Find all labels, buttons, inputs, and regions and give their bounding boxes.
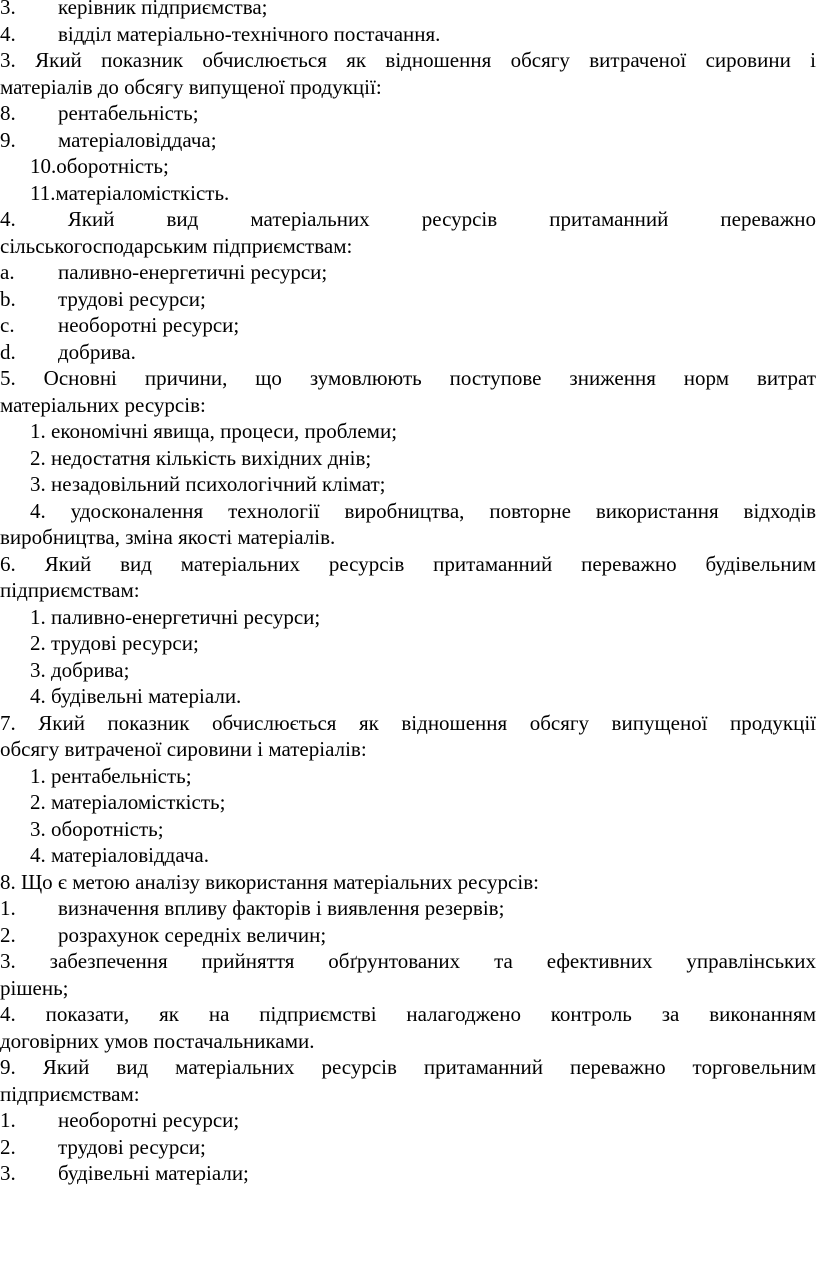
list-number: 8.: [0, 101, 16, 125]
list-item-text: необоротні ресурси;: [58, 313, 240, 337]
text-line: [0, 736, 816, 763]
list-item-text: 1. рентабельність;: [30, 763, 192, 788]
paragraph-text: обсягу витраченої сировини і матеріалів:: [0, 737, 367, 761]
text-line: [0, 869, 816, 896]
text-line: [0, 816, 816, 843]
text-line: [0, 21, 816, 48]
text-line: [0, 206, 816, 233]
text-line: [0, 1134, 816, 1161]
paragraph-text: 6. Який вид матеріальних ресурсів притаманний переважно будівельним: [0, 551, 816, 576]
list-item-text: 2. матеріаломісткість;: [30, 790, 226, 814]
list-item-text: паливно-енергетичні ресурси;: [58, 260, 328, 284]
text-line: [0, 498, 816, 525]
list-number: c.: [0, 313, 15, 337]
text-line: [0, 127, 816, 154]
list-item-text: 1. економічні явища, процеси, проблеми;: [30, 419, 398, 443]
list-item-text: 1. паливно-енергетичні ресурси;: [30, 604, 321, 629]
list-item-text: 11.матеріаломісткість.: [30, 180, 230, 205]
paragraph-text: 3. забезпечення прийняття обґрунтованих та ефективних управлінських: [0, 949, 816, 973]
text-line: [0, 1028, 816, 1055]
text-line: [0, 339, 816, 366]
list-item-text: трудові ресурси;: [58, 1134, 206, 1159]
text-line: [0, 683, 816, 710]
text-line: [0, 392, 816, 419]
paragraph-text: сільськогосподарським підприємствам:: [0, 233, 353, 258]
list-number: 1.: [0, 896, 16, 920]
text-line: [0, 153, 816, 180]
text-line: [0, 551, 816, 578]
text-line: [0, 948, 816, 975]
text-line: [0, 471, 816, 498]
text-line: [0, 180, 816, 207]
list-number: 2.: [0, 922, 16, 947]
paragraph-text: підприємствам:: [0, 578, 140, 602]
list-item-text: 2. недостатня кількість вихідних днів;: [30, 445, 372, 470]
list-item-text: необоротні ресурси;: [58, 1108, 240, 1132]
text-line: [0, 259, 816, 286]
list-number: 3.: [0, 0, 16, 19]
paragraph-text: рішень;: [0, 975, 69, 1000]
list-number: 9.: [0, 127, 16, 152]
list-number: 1.: [0, 1108, 16, 1132]
text-line: [0, 233, 816, 260]
text-line: [0, 365, 816, 392]
text-line: [0, 1054, 816, 1081]
text-line: [0, 312, 816, 339]
text-line: [0, 286, 816, 313]
text-line: [0, 0, 816, 21]
paragraph-text: договірних умов постачальниками.: [0, 1028, 315, 1053]
list-number: 3.: [0, 1161, 16, 1185]
paragraph-text: підприємствам:: [0, 1081, 140, 1106]
text-line: [0, 1081, 816, 1108]
paragraph-text: 7. Який показник обчислюється як відношення обсягу випущеної продукції: [0, 710, 816, 735]
list-item-text: відділ матеріально-технічного постачання.: [58, 21, 441, 46]
text-line: [0, 1160, 816, 1187]
paragraph-text: 4. удосконалення технології виробництва, повторне використання відходів: [30, 498, 816, 523]
list-number: b.: [0, 286, 16, 311]
text-line: [0, 524, 816, 551]
paragraph-text: 3. Який показник обчислюється як відношення обсягу витраченої сировини і: [0, 48, 816, 72]
text-line: [0, 445, 816, 472]
list-item-text: 2. трудові ресурси;: [30, 631, 199, 655]
list-item-text: 3. добрива;: [30, 657, 130, 682]
text-line: [0, 975, 816, 1002]
text-line: [0, 418, 816, 445]
paragraph-text: матеріальних ресурсів:: [0, 392, 206, 417]
paragraph-text: 9. Який вид матеріальних ресурсів притаманний переважно торговельним: [0, 1055, 816, 1079]
paragraph-text: 5. Основні причини, що зумовлюють поступове зниження норм витрат: [0, 366, 816, 390]
text-line: [0, 74, 816, 101]
list-item-text: визначення впливу факторів і виявлення резервів;: [58, 896, 505, 920]
list-item-text: рентабельність;: [58, 101, 199, 125]
text-line: [0, 1107, 816, 1134]
list-item-text: матеріаловіддача;: [58, 127, 217, 152]
paragraph-text: 4. показати, як на підприємстві налагоджено контроль за виконанням: [0, 1002, 816, 1026]
list-item-text: трудові ресурси;: [58, 286, 206, 311]
list-item-text: 4. матеріаловіддача.: [30, 843, 209, 867]
text-line: [0, 577, 816, 604]
list-item-text: розрахунок середніх величин;: [58, 922, 327, 947]
list-item-text: будівельні матеріали;: [58, 1161, 249, 1185]
list-number: a.: [0, 260, 15, 284]
text-line: [0, 922, 816, 949]
paragraph-text: 8. Що є метою аналізу використання матеріальних ресурсів:: [0, 869, 539, 894]
text-line: [0, 100, 816, 127]
text-line: [0, 789, 816, 816]
paragraph-text: матеріалів до обсягу випущеної продукції:: [0, 74, 382, 99]
text-line: [0, 47, 816, 74]
text-line: [0, 604, 816, 631]
paragraph-text: 4. Який вид матеріальних ресурсів притаманний переважно: [0, 207, 816, 231]
list-number: 2.: [0, 1134, 16, 1159]
text-line: [0, 710, 816, 737]
text-line: [0, 842, 816, 869]
list-item-text: 4. будівельні матеріали.: [30, 684, 242, 708]
text-line: [0, 763, 816, 790]
list-item-text: 3. незадовільний психологічний клімат;: [30, 472, 386, 496]
list-item-text: добрива.: [58, 339, 136, 364]
list-item-text: 10.оборотність;: [30, 154, 169, 178]
text-line: [0, 630, 816, 657]
list-item-text: керівник підприємства;: [58, 0, 268, 19]
paragraph-text: виробництва, зміна якості матеріалів.: [0, 525, 336, 549]
text-line: [0, 895, 816, 922]
text-line: [0, 1001, 816, 1028]
list-item-text: 3. оборотність;: [30, 816, 164, 841]
list-number: 4.: [0, 21, 16, 46]
text-line: [0, 657, 816, 684]
list-number: d.: [0, 339, 16, 364]
